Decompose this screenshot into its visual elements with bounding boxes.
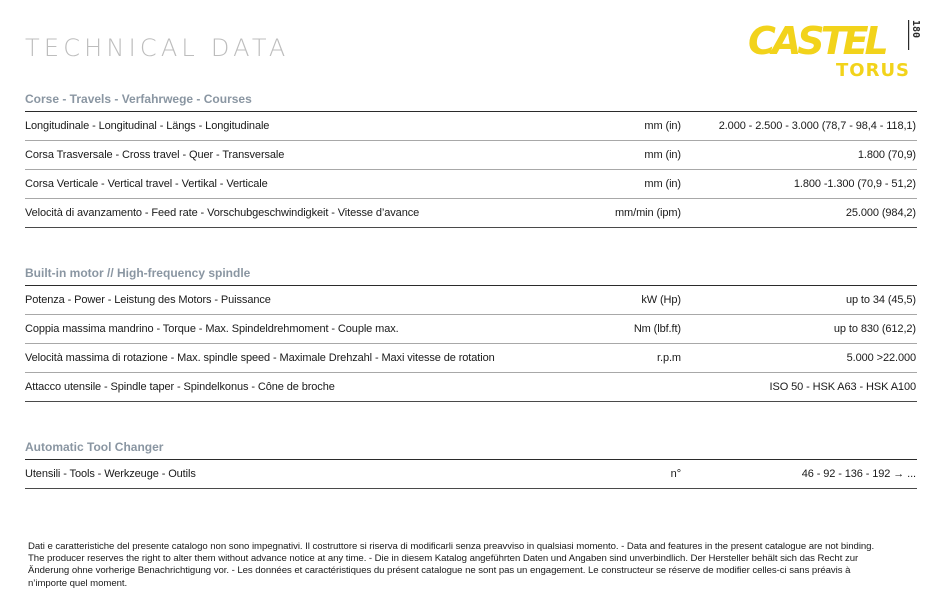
table-row (25, 373, 917, 402)
table-row (25, 460, 917, 489)
row-label: Coppia massima mandrino - Torque - Max. Spindeldrehmoment - Couple max. (25, 323, 399, 335)
section-travels (25, 86, 917, 228)
row-value: 1.800 (70,9) (857, 149, 916, 161)
row-unit: n° (670, 468, 681, 480)
row-unit: mm (in) (644, 149, 681, 161)
row-value: 46 - 92 - 136 - 192 → ... (801, 468, 916, 480)
logo-brand-mark: CASTEL (748, 19, 885, 63)
row-label: Velocità massima di rotazione - Max. spindle speed - Maximale Drehzahl - Maxi vitesse de rotation (25, 352, 495, 364)
row-value: up to 830 (612,2) (833, 323, 916, 335)
logo-model-mark: TORUS (836, 60, 911, 81)
logo-divider (908, 20, 909, 50)
row-value: 1.800 -1.300 (70,9 - 51,2) (793, 178, 916, 190)
row-unit: r.p.m (657, 352, 681, 364)
row-unit: Nm (lbf.ft) (633, 323, 681, 335)
page-title: TECHNICAL DATA (25, 34, 290, 62)
row-label: Longitudinale - Longitudinal - Längs - Longitudinale (25, 120, 270, 132)
section-title: Built-in motor // High-frequency spindle (25, 260, 917, 286)
section-spindle (25, 260, 917, 402)
castel-torus-logo (748, 18, 920, 82)
section-tool-changer (25, 434, 917, 489)
row-unit: mm (in) (644, 120, 681, 132)
table-row (25, 199, 917, 228)
table-row (25, 141, 917, 170)
row-value: 2.000 - 2.500 - 3.000 (78,7 - 98,4 - 118,1) (718, 120, 916, 132)
section-title: Corse - Travels - Verfahrwege - Courses (25, 86, 917, 112)
row-label: Attacco utensile - Spindle taper - Spindelkonus - Cône de broche (25, 381, 335, 393)
disclaimer-text: Dati e caratteristiche del presente catalogo non sono impegnativi. Il costruttore si riserva di modificarli senza preavviso in qualsiasi momento. - Data and features in the present catalogue are not binding. The producer reserves the right to alter them without advance notice at any time. - Die in diesem Katalog angeführten Daten und Angaben sind unverbindlich. Der Hersteller behält sich das Recht zur Änderung ohne vorherige Benachrichtigung vor. - Les données et caractéristiques du présent catalogue ne sont pas un engagement. Le constructeur se réserve de modifier celles-ci sans préavis à n’importe quel moment. (28, 541, 875, 589)
table-row (25, 286, 917, 315)
row-unit: mm (in) (644, 178, 681, 190)
table-row (25, 315, 917, 344)
row-unit: mm/min (ipm) (614, 207, 681, 219)
table-row (25, 344, 917, 373)
row-unit: kW (Hp) (641, 294, 681, 306)
row-value: 5.000 >22.000 (846, 352, 916, 364)
row-value: ISO 50 - HSK A63 - HSK A100 (769, 381, 916, 393)
table-row (25, 170, 917, 199)
row-value: 25.000 (984,2) (845, 207, 916, 219)
row-label: Corsa Verticale - Vertical travel - Vertikal - Verticale (25, 178, 268, 190)
section-title: Automatic Tool Changer (25, 434, 917, 460)
row-label: Potenza - Power - Leistung des Motors - Puissance (25, 294, 271, 306)
row-label: Utensili - Tools - Werkzeuge - Outils (25, 468, 196, 480)
row-label: Velocità di avanzamento - Feed rate - Vorschubgeschwindigkeit - Vitesse d’avance (25, 207, 420, 219)
table-row (25, 112, 917, 141)
logo-size-mark: 180 (910, 20, 921, 39)
row-value: up to 34 (45,5) (845, 294, 916, 306)
row-label: Corsa Trasversale - Cross travel - Quer - Transversale (25, 149, 285, 161)
logo-graphic (748, 18, 920, 82)
